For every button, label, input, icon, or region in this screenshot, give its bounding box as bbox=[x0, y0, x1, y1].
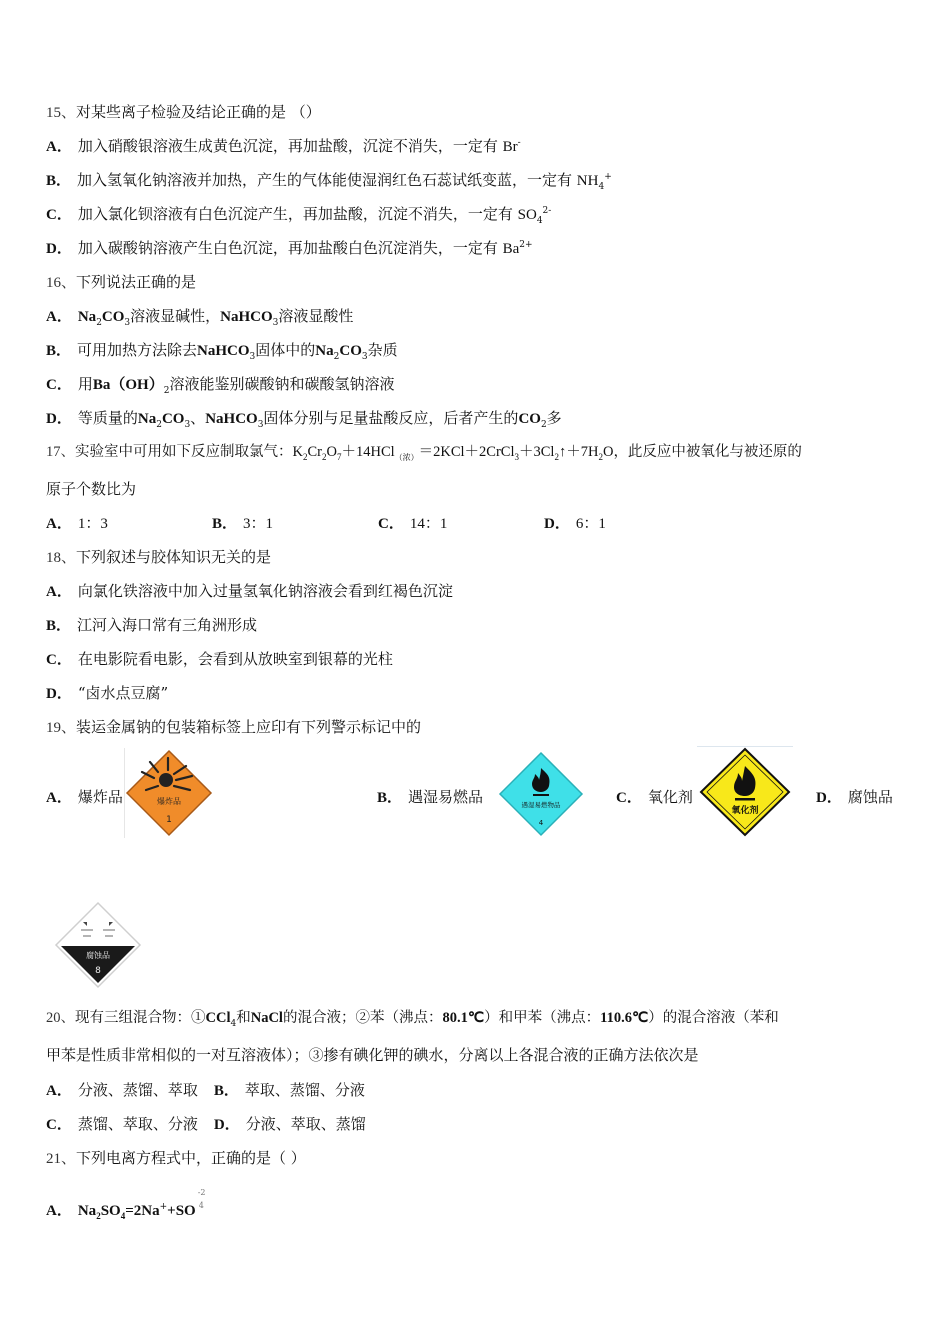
oxidizer-sign-icon bbox=[697, 746, 793, 838]
q18-option-b: B． 江河入海口常有三角洲形成 bbox=[46, 616, 258, 634]
q17-stem: 17、实验室中可用如下反应制取氯气：$K_2Cr_2O_7+14HCl_{(浓)}=2KCl+2CrCl_3+3Cl_2↑+7H_2O$，此反应中被氧化与被还原的 bbox=[46, 444, 802, 462]
q21-stem: 21、下列电离方程式中，正确的是（ ） bbox=[46, 1149, 306, 1167]
svg-text:爆炸品: 爆炸品 bbox=[157, 797, 181, 806]
q15-option-c: C． 加入氯化钡溶液有白色沉淀产生，再加盐酸，沉淀不消失，一定有 $SO_4^{2-}$ bbox=[46, 205, 552, 226]
q17-option-a: A． 1：3 bbox=[46, 516, 108, 532]
q15-option-b: B． 加入氢氧化钠溶液并加热，产生的气体能使湿润红色石蕊试纸变蓝，一定有 $NH_4^+$ bbox=[46, 171, 612, 192]
dangerous-when-wet-sign-icon bbox=[497, 750, 585, 838]
q16-option-a: A． $Na_2CO_3$溶液显碱性，NaHCO$_3$溶液显酸性 bbox=[46, 307, 354, 328]
q17-option-b: B． 3：1 bbox=[212, 516, 274, 532]
reaction-equation: $K_2Cr_2O_7+14HCl_{(浓)}=2KCl+2CrCl_3+3Cl_2↑+7H_2O$ bbox=[292, 444, 614, 462]
q19-stem: 19、装运金属钠的包装箱标签上应印有下列警示标记中的 bbox=[46, 718, 422, 736]
svg-text:8: 8 bbox=[95, 966, 101, 976]
corrosive-sign-icon bbox=[53, 900, 143, 990]
svg-text:腐蚀品: 腐蚀品 bbox=[86, 951, 110, 960]
q20-options-cd bbox=[46, 1114, 366, 1135]
svg-text:4: 4 bbox=[538, 819, 544, 827]
svg-text:氧化剂: 氧化剂 bbox=[731, 806, 759, 816]
q15-option-d: D． 加入碳酸钠溶液产生白色沉淀，再加盐酸白色沉淀消失，一定有 $Ba^{2+}$ bbox=[46, 239, 533, 257]
q17-option-c: C． 14：1 bbox=[378, 516, 448, 532]
q17-stem-line2: 原子个数比为 bbox=[46, 480, 137, 498]
q18-stem: 18、下列叙述与胶体知识无关的是 bbox=[46, 548, 272, 566]
q16-option-d: D． 等质量的$Na_2CO_3$、NaHCO$_3$固体分别与足量盐酸反应，后者产生的$CO_2$多 bbox=[46, 409, 562, 430]
q19-option-b: B． 遇湿易燃品 bbox=[377, 788, 484, 806]
q16-option-b: B． 可用加热方法除去NaHCO$_3$固体中的$Na_2CO_3$杂质 bbox=[46, 341, 398, 362]
q20-stem-line2: 甲苯是性质非常相似的一对互溶液体）；③掺有碘化钾的碘水，分离以上各混合液的正确方法依次是 bbox=[46, 1046, 699, 1064]
q20-option-d: D． 分液、萃取、蒸馏 bbox=[213, 1115, 366, 1133]
q18-option-c: C． 在电影院看电影，会看到从放映室到银幕的光柱 bbox=[46, 650, 393, 668]
q21-option-a: A． $Na_2SO_4=2Na^++SO$ -2 4 bbox=[46, 1188, 206, 1221]
q15-stem: 15、对某些离子检验及结论正确的是 （） bbox=[46, 103, 321, 121]
q19-option-a: A． 爆炸品 bbox=[46, 788, 123, 806]
svg-text:遇湿易燃物品: 遇湿易燃物品 bbox=[521, 801, 561, 809]
explosive-sign-icon bbox=[124, 748, 214, 838]
q16-option-c: C． 用$Ba(OH)_2$溶液能鉴别碳酸钠和碳酸氢钠溶液 bbox=[46, 375, 395, 396]
q17-options bbox=[46, 513, 606, 534]
q20-option-b: B． 萃取、蒸馏、分液 bbox=[213, 1081, 365, 1099]
q18-option-d: D． “卤水点豆腐” bbox=[46, 684, 169, 702]
q15-option-a: A． 加入硝酸银溶液生成黄色沉淀，再加盐酸，沉淀不消失，一定有 Br- bbox=[46, 137, 521, 155]
q20-stem: 20、现有三组混合物：①CCl$_4$和NaCl的混合液；②苯（沸点：80.1℃）和甲苯（沸点：110.6℃）的混合溶液（苯和 bbox=[46, 1010, 779, 1029]
q19-option-d: D． 腐蚀品 bbox=[816, 788, 893, 806]
svg-text:1: 1 bbox=[166, 815, 172, 825]
q20-option-c: C． 蒸馏、萃取、分液 bbox=[46, 1115, 198, 1133]
q20-options-ab bbox=[46, 1080, 365, 1101]
q19-option-c: C． 氧化剂 bbox=[616, 788, 693, 806]
q20-option-a: A． 分液、蒸馏、萃取 bbox=[46, 1081, 198, 1099]
q18-option-a: A． 向氯化铁溶液中加入过量氢氧化钠溶液会看到红褐色沉淀 bbox=[46, 582, 453, 600]
q16-stem: 16、下列说法正确的是 bbox=[46, 273, 197, 291]
q17-option-d: D． 6：1 bbox=[544, 516, 606, 532]
